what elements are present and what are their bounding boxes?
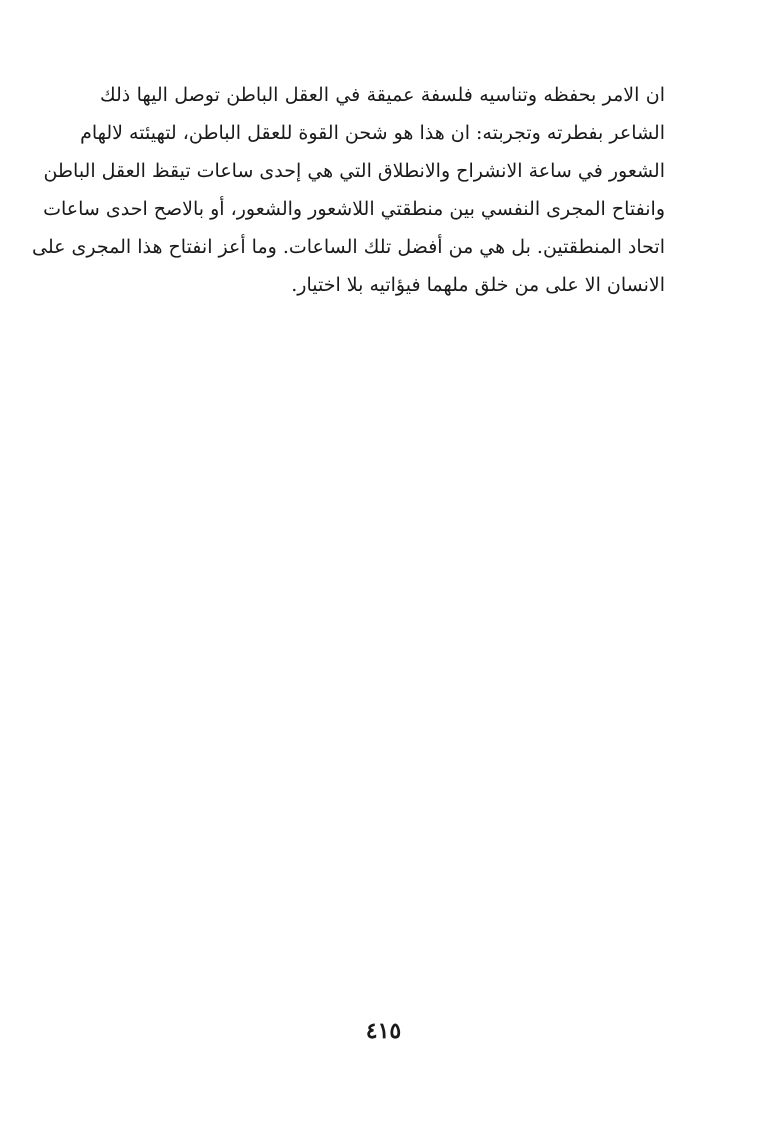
text-line: الشعور في ساعة الانشراح والانطلاق التي هي إحدى ساعات تيقظ العقل الباطن	[43, 160, 665, 182]
body-paragraph	[31, 76, 665, 304]
text-line: اتحاد المنطقتين. بل هي من أفضل تلك الساعات. وما أعز انفتاح هذا المجرى على	[31, 236, 665, 258]
text-line: وانفتاح المجرى النفسي بين منطقتي اللاشعور والشعور، أو بالاصح احدى ساعات	[43, 198, 665, 220]
page-number: ٤١٥	[365, 1018, 402, 1044]
text-line: الشاعر بفطرته وتجربته: ان هذا هو شحن القوة للعقل الباطن، لتهيئته لالهام	[80, 122, 665, 144]
text-line: ان الامر بحفظه وتناسيه فلسفة عميقة في العقل الباطن توصل اليها ذلك	[100, 84, 665, 106]
text-line: الانسان الا على من خلق ملهما فيؤاتيه بلا اختيار.	[291, 274, 665, 296]
